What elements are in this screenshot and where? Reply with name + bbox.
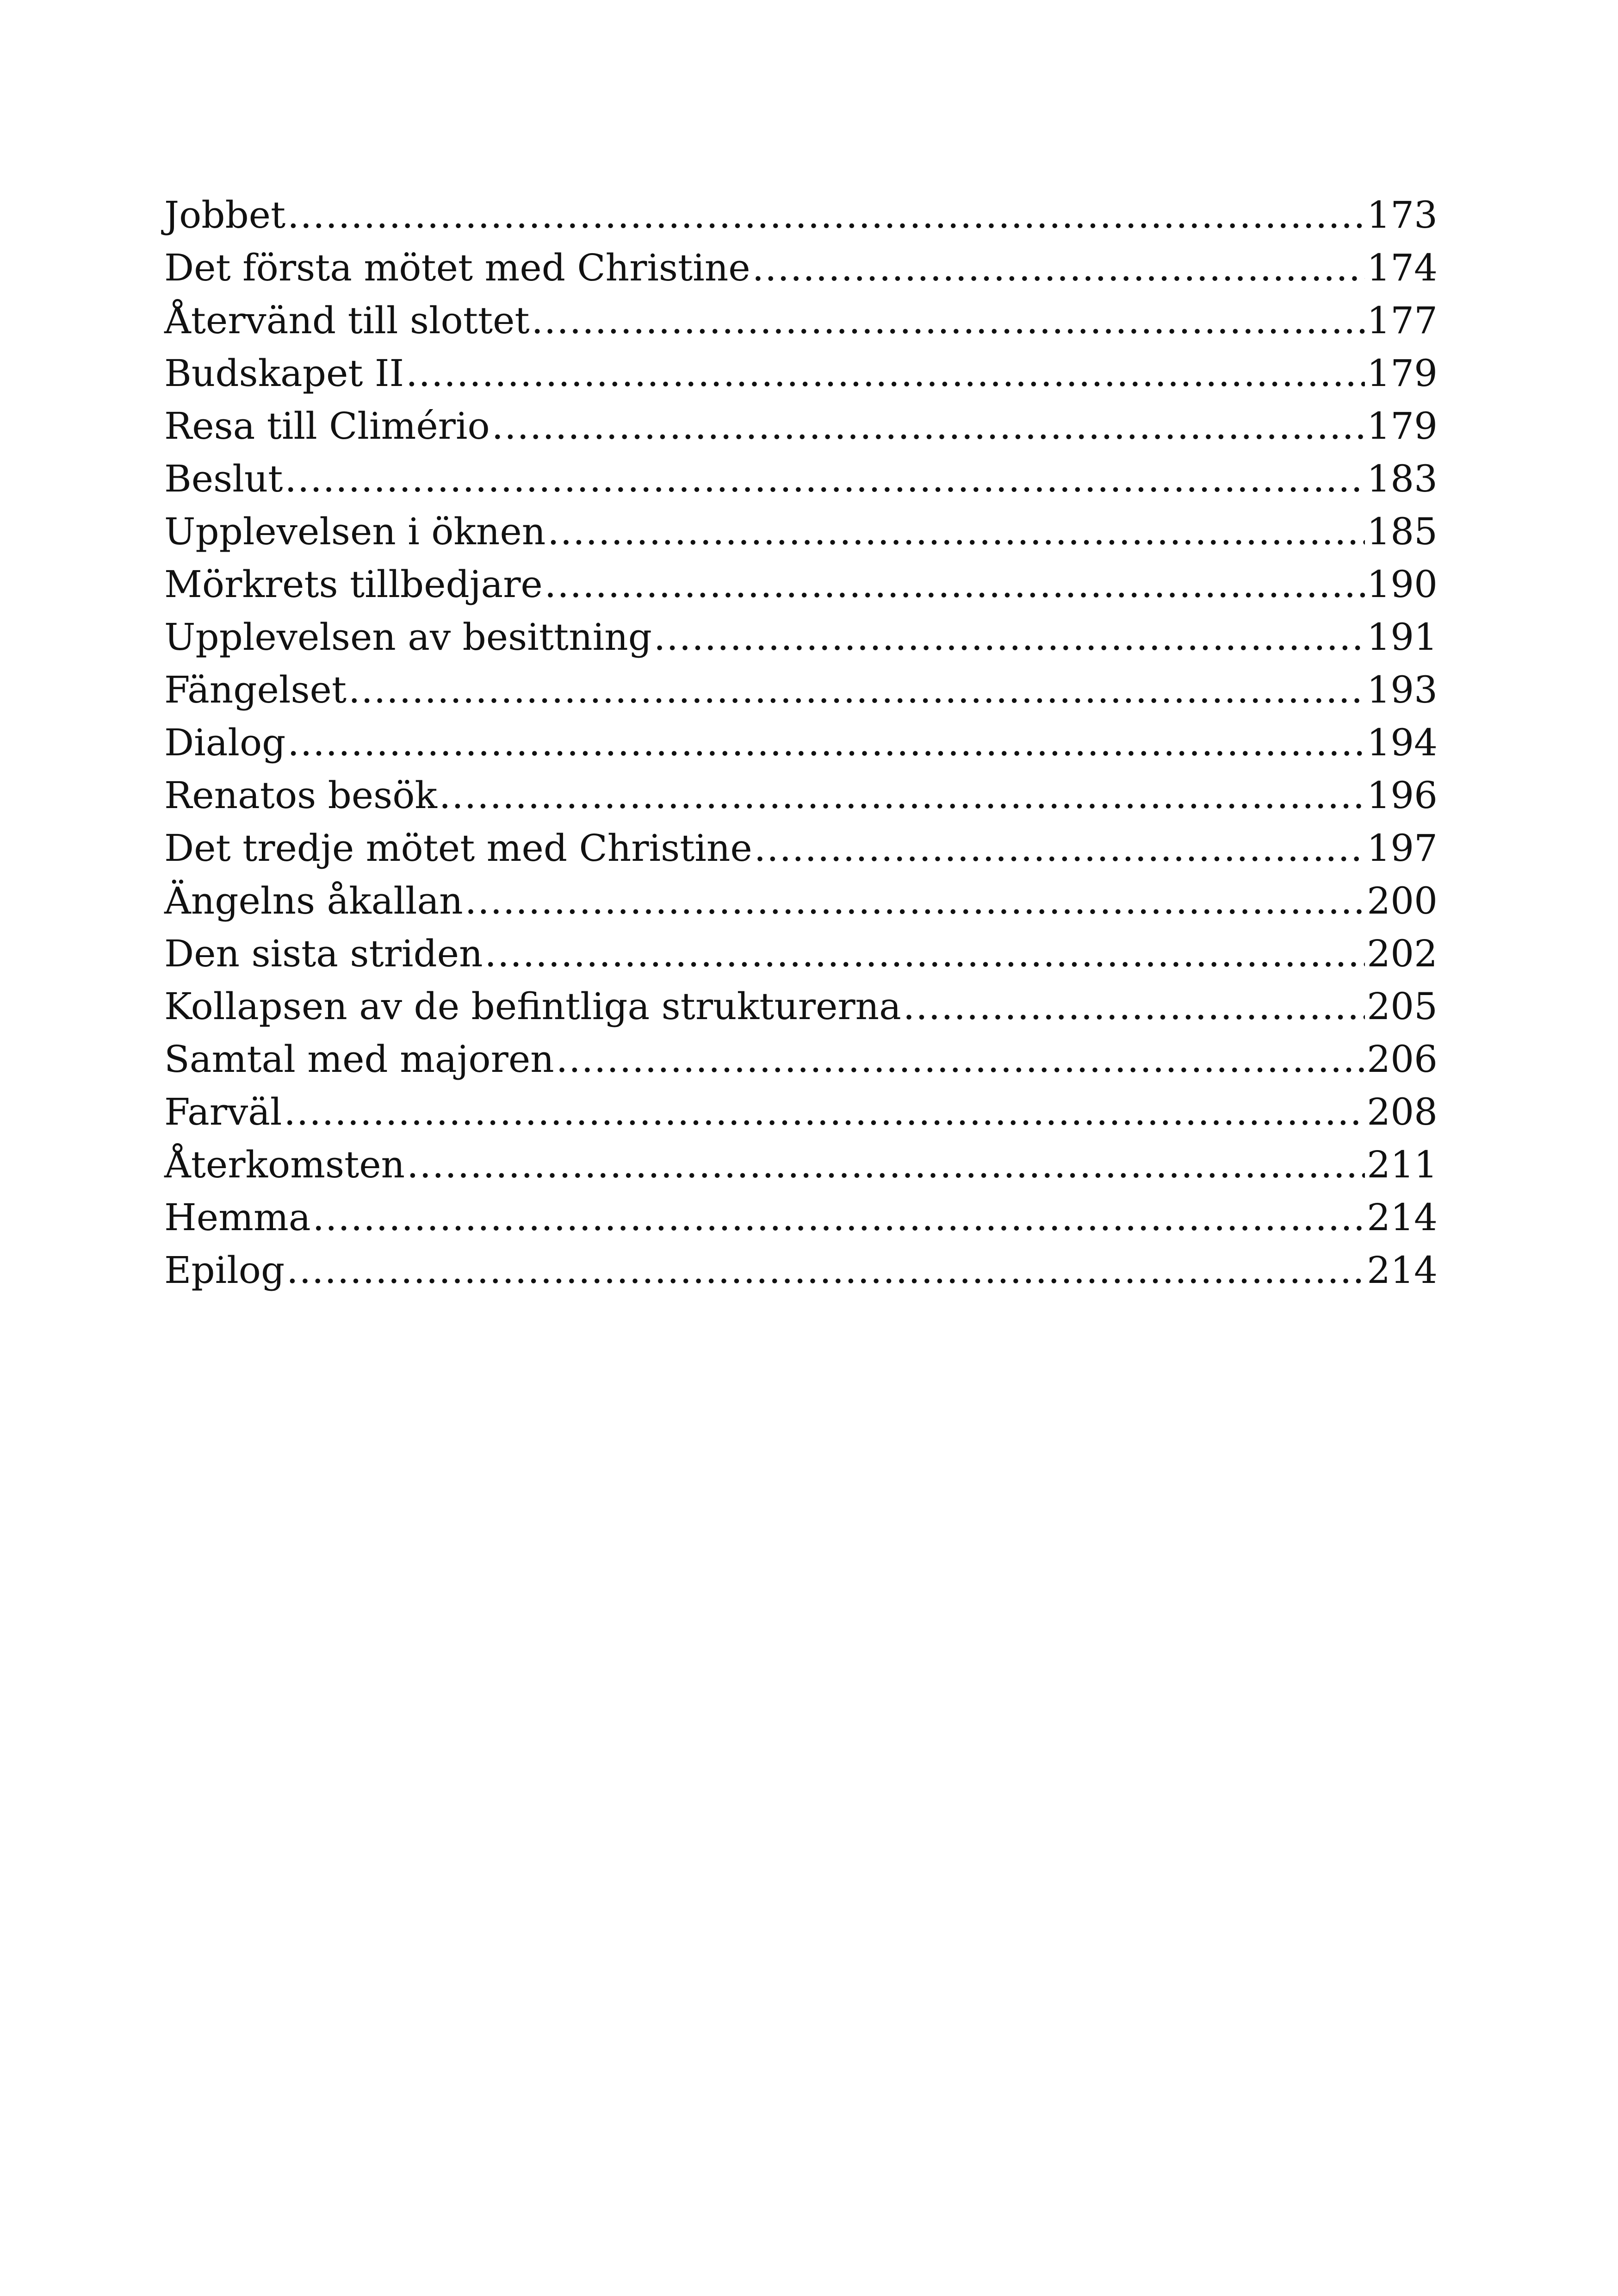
toc-entry xyxy=(164,611,1438,664)
toc-entry-title: Farväl xyxy=(164,1090,282,1133)
toc-entry xyxy=(164,769,1438,822)
toc-entry-page: 200 xyxy=(1367,879,1438,922)
toc-entry xyxy=(164,400,1438,453)
dot-leader xyxy=(286,1244,1365,1297)
dot-leader xyxy=(406,347,1365,400)
toc-entry-page: 191 xyxy=(1367,616,1438,659)
toc-entry-page: 173 xyxy=(1367,193,1438,236)
dot-leader xyxy=(485,927,1365,980)
toc-entry xyxy=(164,1086,1438,1139)
toc-entry-title: Den sista striden xyxy=(164,932,483,975)
toc-entry-title: Ängelns åkallan xyxy=(164,879,463,922)
toc-entry-title: Budskapet II xyxy=(164,352,404,395)
dot-leader xyxy=(547,505,1365,558)
toc-entry-title: Kollapsen av de befintliga strukturerna xyxy=(164,985,901,1028)
toc-entry xyxy=(164,822,1438,875)
toc-entry-title: Dialog xyxy=(164,721,286,764)
toc-entry-page: 202 xyxy=(1367,932,1438,975)
dot-leader xyxy=(754,822,1365,875)
dot-leader xyxy=(313,1191,1365,1244)
dot-leader xyxy=(532,294,1365,347)
toc-entry xyxy=(164,1244,1438,1297)
toc-entry-page: 196 xyxy=(1367,774,1438,817)
dot-leader xyxy=(465,875,1365,927)
dot-leader xyxy=(492,400,1365,453)
toc-entry xyxy=(164,980,1438,1033)
toc-entry-title: Återvänd till slottet xyxy=(164,299,530,342)
toc-entry-page: 214 xyxy=(1367,1196,1438,1239)
toc-entry-title: Hemma xyxy=(164,1196,311,1239)
dot-leader xyxy=(285,453,1365,505)
toc-entry xyxy=(164,927,1438,980)
table-of-contents xyxy=(164,189,1438,1297)
toc-entry-page: 179 xyxy=(1367,404,1438,448)
dot-leader xyxy=(556,1033,1365,1086)
toc-entry-page: 206 xyxy=(1367,1038,1438,1081)
toc-entry-page: 193 xyxy=(1367,668,1438,711)
toc-entry-title: Mörkrets tillbedjare xyxy=(164,563,543,606)
toc-entry-title: Återkomsten xyxy=(164,1143,405,1186)
toc-entry-title: Resa till Climério xyxy=(164,404,490,448)
dot-leader xyxy=(439,769,1365,822)
toc-entry-title: Beslut xyxy=(164,457,283,500)
toc-entry-title: Jobbet xyxy=(164,193,286,236)
toc-entry-title: Det första mötet med Christine xyxy=(164,246,750,289)
dot-leader xyxy=(654,611,1365,664)
toc-entry-title: Epilog xyxy=(164,1249,285,1292)
dot-leader xyxy=(284,1086,1365,1139)
dot-leader xyxy=(545,558,1365,611)
toc-entry-title: Upplevelsen i öknen xyxy=(164,510,546,553)
toc-entry xyxy=(164,1139,1438,1191)
dot-leader xyxy=(407,1139,1365,1191)
toc-entry-page: 177 xyxy=(1367,299,1438,342)
toc-entry xyxy=(164,294,1438,347)
toc-entry-page: 208 xyxy=(1367,1090,1438,1133)
toc-entry-page: 179 xyxy=(1367,352,1438,395)
toc-entry-title: Renatos besök xyxy=(164,774,437,817)
toc-entry xyxy=(164,453,1438,505)
dot-leader xyxy=(903,980,1365,1033)
toc-entry-title: Upplevelsen av besittning xyxy=(164,616,652,659)
toc-entry xyxy=(164,664,1438,716)
toc-entry-page: 205 xyxy=(1367,985,1438,1028)
toc-entry xyxy=(164,505,1438,558)
toc-entry-page: 183 xyxy=(1367,457,1438,500)
dot-leader xyxy=(348,664,1365,716)
toc-entry xyxy=(164,1033,1438,1086)
dot-leader xyxy=(287,716,1365,769)
toc-entry xyxy=(164,1191,1438,1244)
toc-entry-title: Fängelset xyxy=(164,668,347,711)
toc-entry-page: 214 xyxy=(1367,1249,1438,1292)
toc-entry xyxy=(164,242,1438,294)
toc-entry-page: 194 xyxy=(1367,721,1438,764)
toc-entry xyxy=(164,189,1438,242)
toc-entry xyxy=(164,558,1438,611)
toc-entry xyxy=(164,347,1438,400)
dot-leader xyxy=(752,242,1365,294)
toc-entry xyxy=(164,875,1438,927)
toc-entry-title: Det tredje mötet med Christine xyxy=(164,827,752,870)
toc-entry-page: 211 xyxy=(1367,1143,1438,1186)
dot-leader xyxy=(287,189,1365,242)
toc-entry xyxy=(164,716,1438,769)
toc-entry-page: 190 xyxy=(1367,563,1438,606)
toc-entry-page: 197 xyxy=(1367,827,1438,870)
toc-entry-page: 174 xyxy=(1367,246,1438,289)
toc-entry-title: Samtal med majoren xyxy=(164,1038,554,1081)
toc-entry-page: 185 xyxy=(1367,510,1438,553)
